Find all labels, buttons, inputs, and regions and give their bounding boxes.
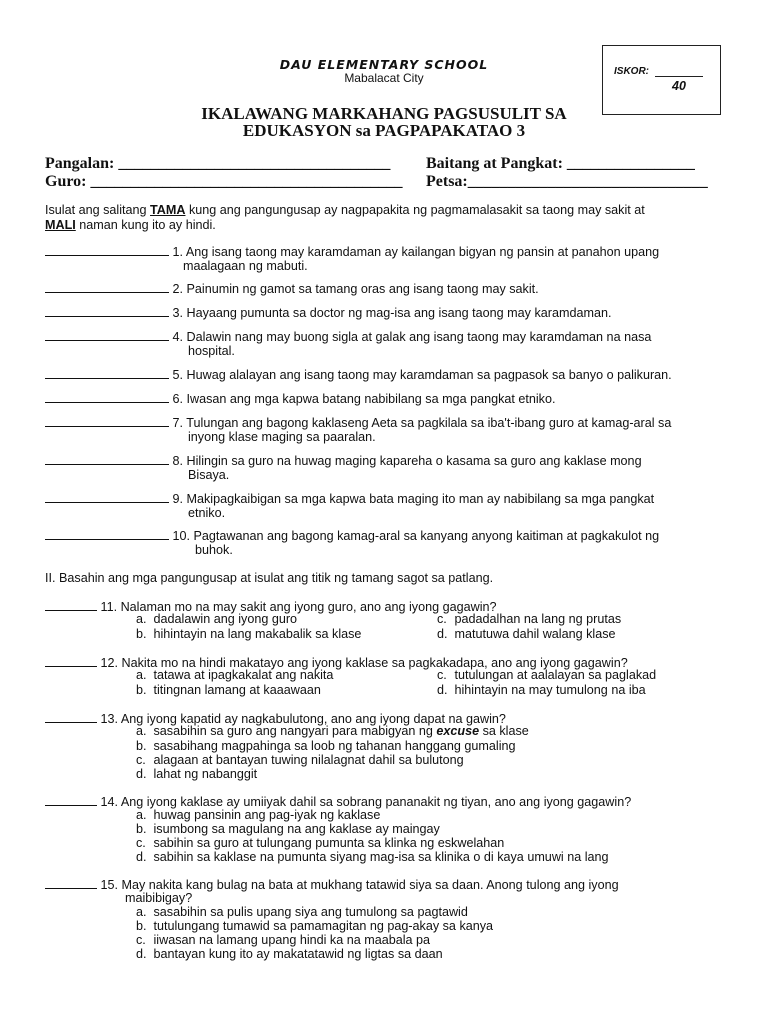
option-letter: a. [136, 612, 147, 626]
option-letter: a. [136, 808, 147, 822]
question-text-continued: maibibigay? [125, 891, 193, 905]
item-text-continued: Bisaya. [188, 468, 230, 482]
answer-blank[interactable] [45, 491, 169, 503]
question-number: 15. [100, 878, 119, 892]
option-text: iiwasan na lamang upang hindi ka na maabala pa [153, 933, 431, 947]
exam-title-line2: EDUKASYON sa PAGPAPAKATAO 3 [242, 121, 526, 140]
tama-mali-item [45, 367, 672, 383]
item-text: Iwasan ang mga kapwa batang nabibilang sa mga pangkat etniko. [186, 392, 556, 406]
part1-instructions-line2: MALI naman kung ito ay hindi. [45, 218, 216, 232]
score-label: ISKOR: [614, 66, 649, 77]
option-d [437, 627, 616, 642]
item-number: 7. [172, 416, 184, 430]
item-text: Tulungan ang bagong kaklaseng Aeta sa pagkilala sa iba't-ibang guro at kamag-aral sa [186, 416, 672, 430]
answer-blank[interactable] [45, 415, 169, 427]
item-number: 10. [172, 529, 191, 543]
item-text-continued: inyong klase maging sa paaralan. [188, 430, 376, 444]
option-text: huwag pansinin ang pag-iyak ng kaklase [153, 808, 381, 822]
option-c [437, 668, 656, 683]
item-number: 4. [172, 330, 184, 344]
tama-mali-item [45, 244, 659, 260]
option-b [136, 822, 440, 837]
tama-mali-item [45, 305, 611, 321]
option-b [136, 739, 516, 754]
option-letter: c. [136, 933, 146, 947]
option-b [136, 627, 361, 642]
option-letter: a. [136, 668, 147, 682]
option-text: matutuwa dahil walang klase [454, 627, 616, 641]
option-text: hihintayin na lang makabalik sa klase [153, 627, 362, 641]
option-letter: d. [437, 683, 448, 697]
item-text: Dalawin nang may buong sigla at galak ang isang taong may karamdaman na nasa [186, 330, 652, 344]
option-letter: a. [136, 724, 147, 738]
answer-blank[interactable] [45, 794, 97, 806]
question-text: Nalaman mo na may sakit ang iyong guro, ano ang iyong gagawin? [120, 600, 497, 614]
excuse-emphasis: excuse [436, 724, 480, 738]
option-c [437, 612, 621, 627]
option-letter: b. [136, 919, 147, 933]
item-text: Pagtawanan ang bagong kamag-aral sa kanyang anyong kaitiman at pagkakulot ng [193, 529, 660, 543]
option-a [136, 724, 529, 739]
answer-blank[interactable] [45, 281, 169, 293]
mali-keyword: MALI [45, 218, 76, 232]
answer-blank[interactable] [45, 244, 169, 256]
item-text-continued: etniko. [188, 506, 226, 520]
tama-mali-item [45, 281, 539, 297]
option-text: bantayan kung ito ay makatatawid ng ligtas sa daan [153, 947, 443, 961]
option-text: tatawa at ipagkakalat ang nakita [153, 668, 334, 682]
question-text: Nakita mo na hindi makatayo ang iyong kaklase sa pagkakadapa, ano ang iyong gagawin? [121, 656, 628, 670]
option-b [136, 919, 493, 934]
option-a [136, 668, 333, 683]
option-d [136, 947, 443, 962]
option-b [136, 683, 321, 698]
option-letter: c. [437, 612, 447, 626]
option-c [136, 836, 504, 851]
score-total: 40 [672, 79, 686, 93]
option-letter: c. [136, 753, 146, 767]
tama-mali-item [45, 391, 556, 407]
option-letter: c. [136, 836, 146, 850]
item-text: Painumin ng gamot sa tamang oras ang isang taong may sakit. [186, 282, 539, 296]
item-number: 3. [172, 306, 184, 320]
answer-blank[interactable] [45, 367, 169, 379]
option-letter: a. [136, 905, 147, 919]
tama-mali-item [45, 528, 659, 544]
teacher-field: Guro: _______________________________________ [45, 173, 403, 190]
school-name: DAU ELEMENTARY SCHOOL [279, 57, 489, 72]
answer-blank[interactable] [45, 528, 169, 540]
answer-blank[interactable] [45, 453, 169, 465]
question-number: 13. [100, 712, 119, 726]
school-city: Mabalacat City [344, 71, 424, 85]
question-number: 14. [100, 795, 119, 809]
question-text: Ang iyong kapatid ay nagkabulutong, ano ang iyong dapat na gawin? [120, 712, 506, 726]
option-letter: c. [437, 668, 447, 682]
item-text-continued: hospital. [188, 344, 235, 358]
question-number: 11. [100, 600, 118, 614]
option-text: tutulungan at aalalayan sa paglakad [454, 668, 657, 682]
part1-instructions: Isulat ang salitang TAMA kung ang pangungusap ay nagpapakita ng pagmamalasakit sa taong may sakit at [45, 203, 645, 217]
item-text: Ang isang taong may karamdaman ay kailangan bigyan ng pansin at panahon upang [185, 245, 660, 259]
answer-blank[interactable] [45, 599, 97, 611]
item-text: Huwag alalayan ang isang taong may karamdaman sa pagpasok sa banyo o palikuran. [186, 368, 672, 382]
option-text-end: sa klase [479, 724, 529, 738]
item-text: Hilingin sa guro na huwag maging kapareha o kasama sa guro ang kaklase mong [186, 454, 642, 468]
option-text: sasabihang magpahinga sa loob ng tahanan hanggang gumaling [153, 739, 516, 753]
option-d [136, 767, 257, 782]
option-a [136, 905, 468, 920]
score-line [655, 76, 703, 77]
tama-mali-item [45, 415, 671, 431]
name-field: Pangalan: __________________________________ [45, 155, 391, 172]
option-letter: d. [437, 627, 448, 641]
item-text-continued: maalagaan ng mabuti. [183, 259, 308, 273]
item-text: Makipagkaibigan sa mga kapwa bata maging ito man ay nabibilang sa mga pangkat [186, 492, 655, 506]
item-number: 9. [172, 492, 184, 506]
item-number: 6. [172, 392, 184, 406]
option-d [136, 850, 609, 865]
tama-keyword: TAMA [150, 203, 186, 217]
item-text-continued: buhok. [195, 543, 233, 557]
question-text: Ang iyong kaklase ay umiiyak dahil sa sobrang pananakit ng tiyan, ano ang iyong gagawin? [120, 795, 632, 809]
item-number: 8. [172, 454, 184, 468]
option-letter: b. [136, 627, 147, 641]
option-text: alagaan at bantayan tuwing nilalagnat dahil sa bulutong [153, 753, 464, 767]
option-text: titingnan lamang at kaaawaan [153, 683, 321, 697]
option-text: sasabihin sa guro ang nangyari para mabigyan ng [153, 724, 437, 738]
option-text: sabihin sa kaklase na pumunta siyang mag-isa sa klinika o di kaya umuwi na lang [153, 850, 609, 864]
option-text: dadalawin ang iyong guro [153, 612, 298, 626]
tama-mali-item [45, 329, 651, 345]
option-d [437, 683, 646, 698]
option-letter: b. [136, 822, 147, 836]
part2-instructions: II. Basahin ang mga pangungusap at isulat ang titik ng tamang sagot sa patlang. [45, 571, 494, 585]
item-text: Hayaang pumunta sa doctor ng mag-isa ang isang taong may karamdaman. [186, 306, 612, 320]
answer-blank[interactable] [45, 877, 97, 889]
option-text: sasabihin sa pulis upang siya ang tumulong sa pagtawid [153, 905, 468, 919]
option-c [136, 753, 464, 768]
option-text: isumbong sa magulang na ang kaklase ay maingay [153, 822, 440, 836]
tama-mali-item [45, 491, 654, 507]
option-text: hihintayin na may tumulong na iba [454, 683, 646, 697]
option-letter: b. [136, 739, 147, 753]
answer-blank[interactable] [45, 711, 97, 723]
option-text: lahat ng nabanggit [153, 767, 258, 781]
item-number: 1. [172, 245, 184, 259]
date-field: Petsa:______________________________ [426, 173, 708, 190]
answer-blank[interactable] [45, 305, 169, 317]
option-letter: d. [136, 947, 147, 961]
option-a [136, 612, 297, 627]
option-letter: b. [136, 683, 147, 697]
option-text: padadalhan na lang ng prutas [454, 612, 622, 626]
tama-mali-item [45, 453, 642, 469]
option-letter: d. [136, 850, 147, 864]
item-number: 2. [172, 282, 184, 296]
answer-blank[interactable] [45, 391, 169, 403]
option-text: sabihin sa guro at tulungang pumunta sa klinka ng eskwelahan [153, 836, 505, 850]
answer-blank[interactable] [45, 655, 97, 667]
question-text: May nakita kang bulag na bata at mukhang tatawid siya sa daan. Anong tulong ang iyong [121, 878, 619, 892]
item-number: 5. [172, 368, 184, 382]
option-text: tutulungang tumawid sa pamamagitan ng pag-akay sa kanya [153, 919, 494, 933]
answer-blank[interactable] [45, 329, 169, 341]
option-c [136, 933, 430, 948]
exam-title-line1: IKALAWANG MARKAHANG PAGSUSULIT SA [201, 104, 567, 123]
option-letter: d. [136, 767, 147, 781]
question-number: 12. [100, 656, 119, 670]
grade-field: Baitang at Pangkat: ________________ [426, 155, 695, 172]
option-a [136, 808, 380, 823]
